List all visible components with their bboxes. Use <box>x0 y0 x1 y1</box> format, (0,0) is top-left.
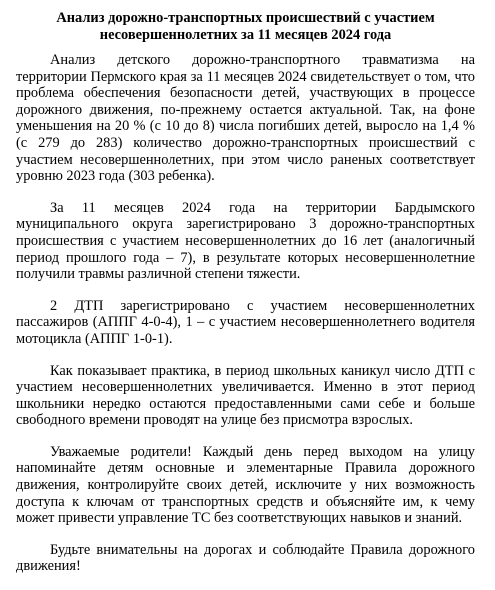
document-page <box>16 10 475 590</box>
paragraph-closing-call: Будьте внимательны на дорогах и соблюдайте Правила дорожного движения! <box>16 541 475 575</box>
paragraph-district-statistics: За 11 месяцев 2024 года на территории Бардымского муниципального округа зарегистрировано 3 дорожно-транспортных происшествия с участием несовершеннолетних до 16 лет (аналогичный период прошлого года – 7), в результате которых несовершеннолетние получили травмы различной степени тяжести. <box>16 199 475 283</box>
paragraph-regional-statistics: Анализ детского дорожно-транспортного травматизма на территории Пермского края за 11 месяцев 2024 свидетельствует о том, что проблема обеспечения безопасности детей, участвующих в процессе дорожного движения, по-прежнему остается актуальной. Так, на фоне уменьшения на 20 % (с 10 до 8) числа погибших детей, выросло на 1,4 % (с 279 до 283) количество дорожно-транспортных происшествий с участием несовершеннолетних, при этом число раненых соответствует уровню 2023 года (303 ребенка). <box>16 52 475 185</box>
paragraph-vacation-risk: Как показывает практика, в период школьных каникул число ДТП с участием несовершеннолетних увеличивается. Именно в этот период школьники нередко остаются предоставленными сами себе и больше свободного времени проводят на улице без присмотра взрослых. <box>16 362 475 429</box>
paragraph-parents-appeal: Уважаемые родители! Каждый день перед выходом на улицу напоминайте детям основные и элементарные Правила дорожного движения, контролируйте своих детей, исключите у них возможность доступа к ключам от транспортных средств и объясняйте им, к чему может привести управление ТС без соответствующих навыков и знаний. <box>16 443 475 527</box>
paragraph-accident-breakdown: 2 ДТП зарегистрировано с участием несовершеннолетних пассажиров (АППГ 4-0-4), 1 – с участием несовершеннолетнего водителя мотоцикла (АППГ 1-0-1). <box>16 297 475 347</box>
document-title: Анализ дорожно-транспортных происшествий с участием несовершеннолетних за 11 месяцев 2024 года <box>56 10 435 43</box>
